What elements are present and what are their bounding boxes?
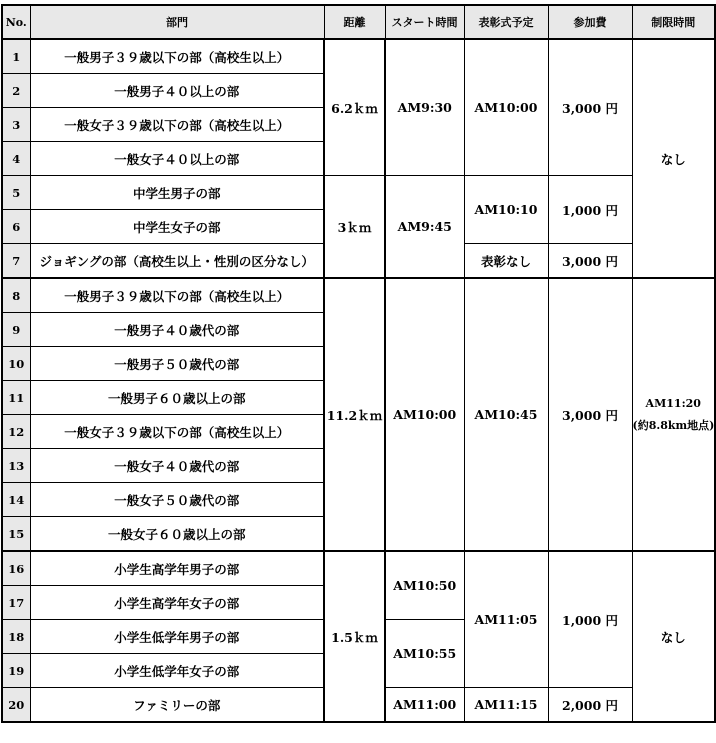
row-category: 中学生女子の部 [30,210,324,244]
row-no: 16 [2,551,30,586]
start-cell: AM9:30 [385,39,464,176]
fee-cell: 2,000 円 [548,688,632,723]
row-no: 11 [2,381,30,415]
limit-note: (約8.8km地点) [632,418,715,432]
row-category: 一般男子３９歳以下の部（高校生以上） [30,278,324,313]
limit-cell [632,278,715,551]
row-no: 5 [2,176,30,210]
row-no: 1 [2,39,30,74]
table-row [2,551,715,586]
award-cell: 表彰なし [464,244,548,279]
distance-cell: 1.5ｋｍ [324,551,385,722]
header-start: スタート時間 [385,5,464,39]
row-no: 7 [2,244,30,279]
row-category: 一般女子６０歳以上の部 [30,517,324,552]
row-no: 12 [2,415,30,449]
row-category: 一般男子４０歳代の部 [30,313,324,347]
start-cell: AM10:55 [385,620,464,688]
row-category: 一般女子４０歳代の部 [30,449,324,483]
fee-cell: 3,000 円 [548,39,632,176]
limit-cell: なし [632,39,715,278]
row-no: 9 [2,313,30,347]
row-no: 6 [2,210,30,244]
row-no: 20 [2,688,30,723]
fee-cell: 1,000 円 [548,176,632,244]
header-category: 部門 [30,5,324,39]
row-no: 18 [2,620,30,654]
row-category: 一般男子６０歳以上の部 [30,381,324,415]
table-row [2,39,715,74]
row-no: 14 [2,483,30,517]
award-cell: AM10:10 [464,176,548,244]
row-category: ファミリーの部 [30,688,324,723]
row-category: 一般男子５０歳代の部 [30,347,324,381]
row-category: 小学生低学年女子の部 [30,654,324,688]
header-limit: 制限時間 [632,5,715,39]
award-cell: AM11:05 [464,551,548,688]
row-no: 13 [2,449,30,483]
fee-cell: 1,000 円 [548,551,632,688]
row-no: 4 [2,142,30,176]
start-cell: AM10:00 [385,278,464,551]
start-cell: AM10:50 [385,551,464,620]
start-cell: AM11:00 [385,688,464,723]
limit-time: AM11:20 [645,396,701,410]
row-category: 一般女子３９歳以下の部（高校生以上） [30,415,324,449]
header-row [2,5,715,39]
fee-cell: 3,000 円 [548,278,632,551]
award-cell: AM11:15 [464,688,548,723]
race-schedule-table [1,4,716,723]
row-category: 小学生高学年女子の部 [30,586,324,620]
row-no: 8 [2,278,30,313]
award-cell: AM10:00 [464,39,548,176]
row-category: ジョギングの部（高校生以上・性別の区分なし） [30,244,324,279]
row-no: 19 [2,654,30,688]
limit-cell: なし [632,551,715,722]
row-category: 小学生高学年男子の部 [30,551,324,586]
row-no: 2 [2,74,30,108]
row-category: 一般女子３９歳以下の部（高校生以上） [30,108,324,142]
header-distance: 距離 [324,5,385,39]
distance-cell: 3ｋｍ [324,176,385,279]
table-row [2,278,715,313]
award-cell: AM10:45 [464,278,548,551]
header-fee: 参加費 [548,5,632,39]
distance-cell: 6.2ｋｍ [324,39,385,176]
table-row [2,176,715,210]
start-cell: AM9:45 [385,176,464,279]
row-no: 17 [2,586,30,620]
row-category: 一般女子５０歳代の部 [30,483,324,517]
row-category: 小学生低学年男子の部 [30,620,324,654]
row-category: 中学生男子の部 [30,176,324,210]
row-no: 3 [2,108,30,142]
fee-cell: 3,000 円 [548,244,632,279]
header-no: No. [2,5,30,39]
row-no: 15 [2,517,30,552]
row-category: 一般女子４０以上の部 [30,142,324,176]
row-category: 一般男子３９歳以下の部（高校生以上） [30,39,324,74]
row-category: 一般男子４０以上の部 [30,74,324,108]
distance-cell: 11.2ｋｍ [324,278,385,551]
row-no: 10 [2,347,30,381]
header-award: 表彰式予定 [464,5,548,39]
